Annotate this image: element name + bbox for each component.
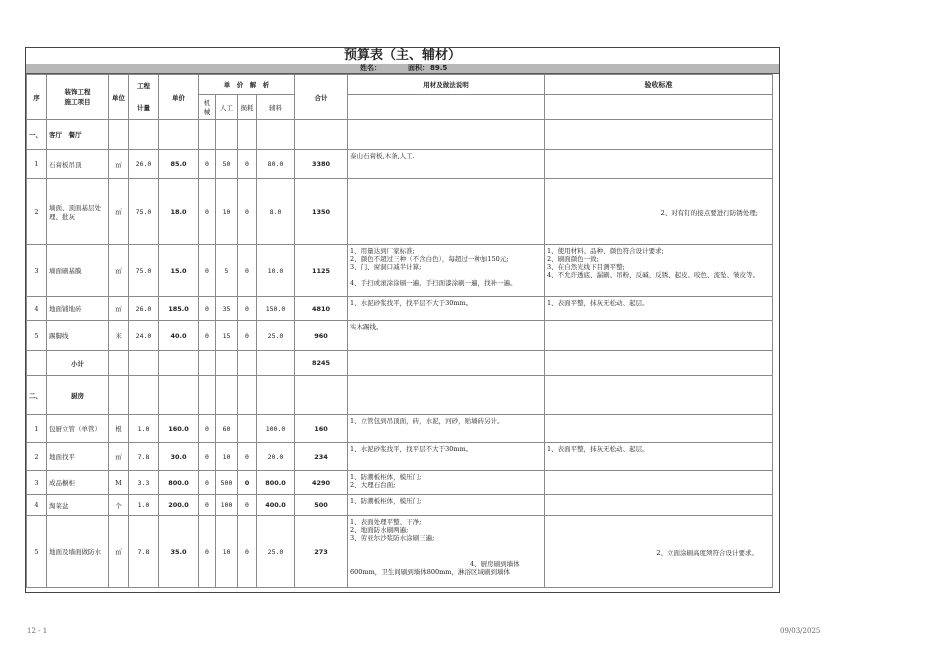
budget-sheet <box>25 47 780 593</box>
unit-header: 单位 <box>109 75 129 120</box>
print-date: 09/03/2025 <box>780 627 821 635</box>
section-no: 一、 <box>27 120 47 150</box>
std-header: 验收标准 <box>545 75 773 95</box>
section-name: 厨房 <box>47 376 109 415</box>
table-row: 1 包厨立管（单管） 根 1.0 160.0 0 60 100.0 160 1、立管包到吊顶面，砖，水泥，河砂，贴墙砖另计。 <box>27 415 773 443</box>
table-row: 4 淘菜盆 个 1.0 200.0 0 100 0 400.0 500 1、防潮板柜体，模压门; <box>27 495 773 516</box>
table-row: 4 地面铺地砖 ㎡ 26.0 185.0 0 35 0 150.0 4810 1、水泥砂浆找平，找平层不大于30mm。 1、表面平整，抹灰无松动、起层。 <box>27 297 773 321</box>
table-row: 5 地面及墙面做防水 ㎡ 7.8 35.0 0 10 0 25.0 273 1、表面处理平整、干净; 2、地面防水刷两遍; 3、劳亚尔沙浆防水涂刷三遍; 4、厨房刷到墙体600mm，卫生间刷到墙体800mm，淋浴区域刷到墙体 2、立面涂刷高度须符合设计要求。 <box>27 516 773 588</box>
table-row: 3 成品橱柜 M 3.3 800.0 0 500 0 800.0 4290 1、防潮板柜体，模压门; 2、大理石台面; <box>27 471 773 495</box>
budget-table <box>26 74 773 588</box>
desc-header: 用材及做法说明 <box>348 75 545 95</box>
table-row: 2 地面找平 ㎡ 7.8 30.0 0 10 0 20.0 234 1、水泥砂浆找平，找平层不大于30mm。 1、表面平整，抹灰无松动、起层。 <box>27 443 773 471</box>
name-label: 姓名： <box>360 64 381 72</box>
subtotal-value: 8245 <box>295 351 348 376</box>
breakdown-header: 单 价 解 析 <box>199 75 295 95</box>
qty-header: 工程 计量 <box>129 75 159 120</box>
aux-header: 辅料 <box>257 95 295 120</box>
table-row: 1 石膏板吊顶 ㎡ 26.0 85.0 0 50 0 80.0 3380 泰山石膏板,木条,人工. <box>27 150 773 179</box>
area-label: 面积： <box>408 64 429 72</box>
info-bar <box>26 64 779 74</box>
machine-header: 机械 <box>199 95 216 120</box>
sheet-title: 预算表（主、辅材） <box>26 48 779 65</box>
section-no: 二、 <box>27 376 47 415</box>
labor-header: 人工 <box>216 95 238 120</box>
area-value: 89.5 <box>430 64 448 72</box>
project-header: 装饰工程 施工项目 <box>47 75 109 120</box>
table-row: 5 踢脚线 米 24.0 40.0 0 15 0 25.0 960 实木踢线。 <box>27 321 773 351</box>
price-header: 单价 <box>159 75 199 120</box>
seq-header: 序 <box>27 75 47 120</box>
loss-header: 损耗 <box>238 95 257 120</box>
page-number: 12 - 1 <box>27 627 48 635</box>
section-name: 客厅 餐厅 <box>47 120 109 150</box>
table-row: 2 墙面、顶面基层处理、批灰 ㎡ 75.0 18.0 0 10 0 8.0 1350 2、对有钉的接点要进行防锈处理; <box>27 179 773 245</box>
total-header: 合计 <box>295 75 348 120</box>
table-row: 3 墙面刷基膜 ㎡ 75.0 15.0 0 5 0 10.0 1125 1、用量达到厂家标准; 2、颜色不超过三种（不含白色），每超过一种加150元; 3、门、窗洞口减半计算; 4、手扫或滚涂涂刷一遍，手扫面漆涂刷一遍，找补一遍。 1、使用材料、品种、颜色符合设计要求; 2、刷面颜色一致; 3、在自然光线下目测平整; 4、不允许透底、漏刷、吊粉、反碱、反锈、起皮、咬色、流坠、皱皮等。 <box>27 245 773 297</box>
subtotal-row: 小计 8245 <box>27 351 773 376</box>
